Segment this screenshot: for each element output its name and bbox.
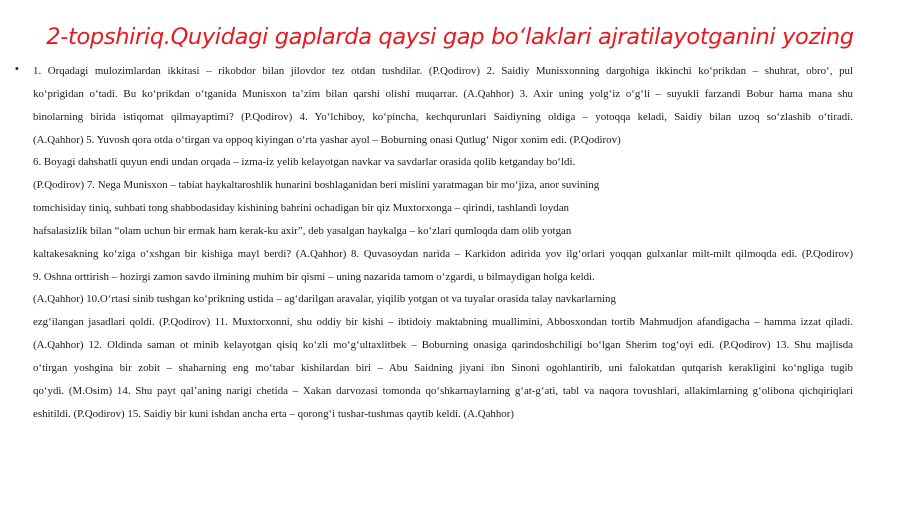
text-line-10: 9. Oshna orttirish – hozirgi zamon savdo ilmining muhim bir qismi – uning nazarida tamom o‘zgardi, u bilmaydigan holga keldi. (33, 270, 595, 283)
text-line-9: kaltakesakning ko‘ziga o‘xshgan bir kishiga mayl berdi? (A.Qahhor) 8. Quvasoydan narida – Karkidon adirida yov ilg‘orlari yoqqan gulxanlar milt-milt qilmoqda edi. (P.Qodirov) (33, 247, 853, 260)
text-line-14: o‘tirgan yoshgina bir zobit – shaharning eng mo‘tabar kishilardan biri – Abu Saidning jiyani ibn Sinoni ogohlantirib, uni falokatdan qutqarish kerakligini ko‘ngliga tugib (33, 361, 853, 374)
text-line-13: (A.Qahhor) 12. Oldinda saman ot minib kelayotgan qisiq ko‘zli mo‘g‘ultaxlitbek – Boburning onasiga qarindoshchiligi bo‘lgan Sherim tog‘oyi edi. (P.Qodirov) 13. Shu majlisda (33, 339, 853, 352)
text-line-7: tomchisiday tiniq, suhbati tong shabbodasiday kishining bahrini ochadigan bir qiz Muxtorxonga – qirindi, tashlandi loydan (33, 202, 569, 215)
text-line-3: binolarning birida istiqomat qilmayaptimi? (P.Qodirov) 4. Yo‘lchiboy, ko‘pincha, kechqurunlari Saidiyning oldiga – yotoqqa keladi, Saidiy bilan uzoq so‘zlashib o‘tiradi. (33, 110, 853, 123)
text-line-12: ezg‘ilangan jasadlari qoldi. (P.Qodirov) 11. Muxtorxonni, shu oddiy bir kishi – ibtidoiy maktabning muallimini, Abbosxondan tortib Mahmudjon afandigacha – hamma izzat qiladi. (33, 316, 853, 329)
exercise-text (33, 62, 853, 428)
text-line-11: (A.Qahhor) 10.O‘rtasi sinib tushgan ko‘prikning ustida – ag‘darilgan aravalar, yiqilib yotgan ot va tuyalar orasida talay navkarlarning (33, 293, 616, 306)
text-line-1: 1. Orqadagi mulozimlardan ikkitasi – rikobdor bilan jilovdor tez otdan tushdilar. (P.Qodirov) 2. Saidiy Munisxonning dargohiga ikkinchi ko‘prikdan – shuhrat, obro‘, pul (33, 65, 853, 77)
slide-title: 2-topshiriq.Quyidagi gaplarda qaysi gap bo‘laklari ajratilayotganini yozing (46, 24, 854, 50)
text-line-2: ko‘prigidan o‘tadi. Bu ko‘prikdan o‘tganida Munisxon ta’zim bilan qarshi olishi muqarrar. (A.Qahhor) 3. Axir uning yolg‘iz o‘g‘li – suyukli farzandi Bobur hama mana shu (33, 87, 853, 100)
text-line-5: 6. Boyagi dahshatli quyun endi undan orqada – izma-iz yelib kelayotgan navkar va savdarlar orasida qolib ketganday bo‘ldi. (33, 156, 576, 169)
text-line-6: (P.Qodirov) 7. Nega Munisxon – tabiat haykaltaroshlik hunarini boshlaganidan beri mislini yaratmagan bir mo‘jiza, anor suvining (33, 179, 600, 192)
text-line-4: (A.Qahhor) 5. Yuvosh qora otda o‘tirgan va oppoq kiyingan o‘rta yashar ayol – Boburning onasi Qutlug‘ Nigor xonim edi. (P.Qodirov) (33, 133, 621, 146)
bullet-marker: • (15, 63, 19, 75)
text-line-8: hafsalasizlik bilan “olam uchun bir ermak ham kerak-ku axir”, deb yasalgan haykalga – ko‘zlari qumloqda dam olib yotgan (33, 224, 572, 237)
text-line-15: qo‘ydi. (M.Osim) 14. Shu payt qal’aning narigi chetida – Xakan darvozasi tomonda qo‘shkarnaylarning g‘at-g‘ati, tabl va naqora tovushlari, allakimlarning g‘olibona qichqiriqlari (33, 384, 853, 397)
text-line-16: eshitildi. (P.Qodirov) 15. Saidiy bir kuni ishdan ancha erta – qorong‘i tushar-tushmas qaytib keldi. (A.Qahhor) (33, 407, 514, 420)
